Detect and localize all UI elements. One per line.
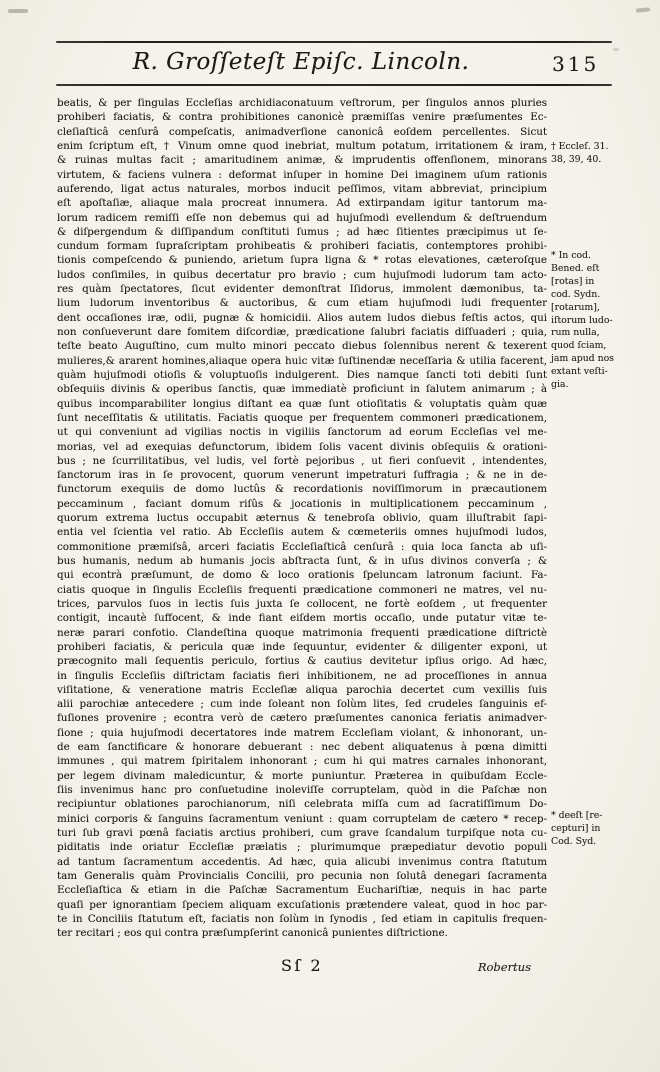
body-text-line: in ſingulis Eccleſiis diſtrictam faciatis fieri inhibitionem, ne ad proceſſiones in annua bbox=[57, 669, 547, 682]
body-text-line: ter recitari ; eos qui contra præſumpſerint canonicâ punientes diſtrictione. bbox=[57, 927, 448, 940]
body-text-line: ciatis quoque in ſingulis Eccleſiis frequenti prædicatione commoneri ne matres, vel nu- bbox=[57, 583, 547, 596]
margin-note-line: jam apud nos bbox=[551, 353, 614, 365]
body-text-line: fuſiones provenire ; econtra verò de cætero præſumentes canonica feriatis animadver- bbox=[57, 712, 547, 725]
body-text-line: lium ludorum inventoribus & auctoribus, & cum etiam hujuſmodi ludi frequenter bbox=[57, 297, 547, 310]
body-text-line: enim ſcriptum eſt, † Vinum omne quod inebriat, multum potatum, irritationem & iram, bbox=[57, 139, 547, 152]
margin-note-line: Cod. Syd. bbox=[551, 835, 597, 847]
body-text-line: quorum extrema luctus occupabit æternus & tenebroſa oblivio, quam illuſtrabit ſapi- bbox=[57, 512, 547, 525]
scan-artifact bbox=[636, 7, 650, 12]
margin-note-line: [rotarum], bbox=[551, 301, 600, 313]
body-text-line: prohiberi faciatis, & contra prohibitiones canonicè præmiſſas venire præſumentes Ec- bbox=[57, 111, 547, 124]
body-text-line: præcognito mali ſequentis periculo, fortius & cautius devitetur ipſius origo. Ad hæc, bbox=[57, 655, 547, 668]
body-text-line: quaſi per ignorantiam ſpeciem aliquam excuſationis prætendere valeat, quod in hoc par- bbox=[57, 898, 547, 911]
body-text-line: functorum exequiis de domo luctûs & recordationis noviſſimorum in præcautionem bbox=[57, 483, 547, 496]
body-text-line: mulieres,& ararent homines,aliaque opera huic vitæ ſuſtinendæ neceſſaria & utilia facerent, bbox=[57, 354, 547, 367]
body-text-line: ſunt neceſſitatis & utilitatis. Faciatis quoque per frequentem commoneri prædicationem, bbox=[57, 411, 547, 424]
body-text-line: ludos conſimiles, in quibus decertatur pro bravio ; cum hujuſmodi ludorum tam acto- bbox=[57, 268, 547, 281]
body-text-line: te in Conciliis ſtatutum eſt, faciatis non ſolùm in ſynodis , ſed etiam in capitulis frequen- bbox=[57, 912, 547, 925]
margin-note-line: [rotas] in bbox=[551, 275, 595, 287]
body-text-line: & ruinas multas facit ; amaritudinem animæ, & imprudentis offenſionem, minorans bbox=[57, 154, 547, 167]
catchword: Robertus bbox=[477, 960, 531, 974]
body-text-line: dent occaſiones iræ, odii, pugnæ & homicidii. Alios autem ludos diebus feſtis actos, qui bbox=[57, 311, 547, 324]
body-text-line: cleſiaſticâ cenſurâ compeſcatis, animadverſione canonicâ eoſdem percellentes. Sicut bbox=[57, 125, 547, 138]
margin-note-line: cod. Sydn. bbox=[551, 288, 601, 300]
margin-note-line: quod ſciam, bbox=[551, 340, 607, 352]
page-footer bbox=[57, 956, 547, 978]
body-text-line: teſte beato Auguſtino, cum multo minori peccato diebus ſolennibus nerent & texerent bbox=[57, 340, 547, 353]
body-text-line: alii parochiæ antecedere ; cum inde ſoleant non ſolùm lites, ſed crudeles ſanguinis ef- bbox=[57, 698, 547, 711]
body-text-line: neræ parari confotio. Clandeſtina quoque matrimonia frequenti prædicatione diſtrictè bbox=[57, 626, 547, 639]
margin-note-line: 38, 39, 40. bbox=[551, 153, 602, 165]
body-text-line: recipiuntur oblationes parochianorum, niſi celebrata miſſa cum ad ſacratiſſimum Do- bbox=[57, 798, 547, 811]
margin-note-line: gia. bbox=[551, 379, 569, 391]
body-text-line: cundum formam ſupraſcriptam prohibeatis & prohiberi faciatis, contemptores prohibi- bbox=[57, 240, 547, 253]
body-text-line: non conſueverunt dare fomitem diſcordiæ, prædicatione ſalubri faciatis diſſuaderi ; quia, bbox=[57, 326, 547, 338]
body-text-line: eſt apoſtaſiæ, aliaque mala procreat innumera. Ad extirpandam igitur tantorum ma- bbox=[57, 197, 547, 210]
body-text-line: ad tantum ſacramentum accedentis. Ad hæc, quia alicubi invenimus contra ſtatutum bbox=[57, 855, 547, 868]
body-text-line: tam Generalis quàm Provincialis Concilii, pro pecunia non ſolutâ denegari ſacramenta bbox=[57, 869, 547, 882]
body-text-line: peccaminum , faciant domum riſûs & jocationis in multiplicationem peccaminum , bbox=[57, 497, 547, 510]
body-text-line: res quàm ſpectatores, ſicut evidenter demonſtrat Iſidorus, immolent dæmonibus, ta- bbox=[57, 283, 547, 296]
margin-note-scripture-ref bbox=[551, 141, 657, 167]
body-text-line: auferendo, ligat actus naturales, morbos inducit peſſimos, vitam abbreviat, principium bbox=[57, 182, 547, 195]
header-rule-top bbox=[56, 41, 612, 43]
body-text-line: entia vel ſcientia vel ratio. Ab Eccleſiis autem & cœmeteriis omnes hujuſmodi ludos, bbox=[57, 526, 547, 539]
margin-note-line: Bened. eſt bbox=[551, 262, 600, 274]
body-text-line: morias, vel ad exequias defunctorum, ibidem ſolis vacent divinis obſequiis & orationi- bbox=[57, 440, 547, 453]
body-text-line: qui econtrà præſumunt, de domo & loco orationis ſpeluncam latronum faciunt. Fa- bbox=[57, 569, 547, 582]
header-rule-bottom bbox=[56, 84, 612, 86]
body-text-line: virtutem, & faciens vulnera : deformat inſuper in homine Dei imaginem uſum rationis bbox=[57, 168, 547, 181]
body-text-line: minici corporis & ſanguins ſacramentum veniunt : quam corruptelam de cætero * recep- bbox=[57, 812, 547, 825]
signature-mark: Sſ 2 bbox=[280, 956, 324, 975]
body-text bbox=[57, 96, 547, 940]
scan-artifact bbox=[613, 48, 619, 51]
body-text-line: ut qui conveniunt ad vigilias noctis in vigiliis ſanctorum ad eorum Eccleſias vel me- bbox=[57, 426, 547, 439]
body-text-line: turi ſub gravi pœnâ faciatis arctius prohiberi, cum grave ſcandalum turpiſque nota cu- bbox=[57, 826, 547, 839]
body-text-line: obſequiis divinis & operibus ſanctis, quæ immediatè proficiunt in ſalutem animarum ; à bbox=[57, 383, 547, 396]
margin-note-codex-variant bbox=[551, 250, 657, 392]
running-head-title: R. Groſſeteſt Epiſc. Lincoln. bbox=[132, 49, 470, 75]
margin-note-line: extant veſti- bbox=[551, 366, 608, 378]
margin-note-line: cepturi] in bbox=[551, 822, 601, 834]
body-text-line: & diſpergendum & diſſipandum conſtituti ſumus ; ad hæc ſitientes præcipimus ut ſe- bbox=[57, 225, 547, 238]
body-text-line: per legem divinam maledicuntur, & morte puniuntur. Præterea in quibuſdam Eccle- bbox=[57, 769, 547, 782]
body-text-line: beatis, & per ſingulas Eccleſias archidiaconatuum veſtrorum, per ſingulos annos pluries bbox=[57, 97, 547, 109]
margin-note-line: rum nulla, bbox=[551, 327, 600, 339]
body-text-line: de eam ſanctificare & honorare debuerant : nec debent aliquatenus à pœna dimitti bbox=[57, 741, 547, 754]
body-text-line: lorum radicem remiſſi eſſe non debemus qui ad hujuſmodi evellendum & deſtruendum bbox=[57, 211, 547, 224]
page-number: 315 bbox=[552, 52, 600, 76]
body-text-line: piditatis inde oriatur Eccleſiæ prælatis ; plurimumque præpediatur devotio populi bbox=[57, 841, 547, 854]
margin-note-line: iſtorum ludo- bbox=[551, 314, 613, 326]
body-text-line: viſitatione, & veneratione matris Eccleſiæ aliqua parochia decertet cum vexillis ſuis bbox=[57, 683, 547, 696]
body-text-line: quàm hujuſmodi otioſis & voluptuoſis indulgerent. Dies namque ſancti toti debiti ſunt bbox=[57, 368, 547, 381]
body-text-line: bus humanis, nedum ab humanis jocis abſtracta ſunt, & in uſus divinos converſa ; & bbox=[57, 555, 547, 567]
body-text-line: bus ; ne ſcurrilitatibus, vel ludis, vel fortè pejoribus , ut fieri conſuevit , intendentes, bbox=[57, 454, 547, 467]
body-text-line: trices, parvulos ſuos in lectis ſuis juxta ſe collocent, ne fortè eoſdem , ut frequenter bbox=[57, 597, 547, 610]
body-text-line: Eccleſiaſtica & etiam in die Paſchæ Sacramentum Euchariſtiæ, nequis in hac parte bbox=[57, 884, 547, 897]
scan-artifact bbox=[8, 9, 28, 13]
body-text-line: ſiis invenimus hanc pro conſuetudine inoleviſſe corruptelam, quòd in die Paſchæ non bbox=[57, 784, 547, 796]
body-text-line: immunes , qui matrem ſpiritalem inhonorant ; cum hi qui matres carnales inhonorant, bbox=[57, 755, 547, 768]
margin-note-line: † Eccleſ. 31. bbox=[551, 141, 609, 152]
body-text-line: tionis compeſcendo & puniendo, arietum ſupra ligna & * rotas elevationes, cæteroſque bbox=[57, 254, 547, 267]
margin-note-codex-omission bbox=[551, 810, 657, 849]
body-text-line: quibus incomparabiliter longius diſtant ea quæ ſunt otioſitatis & voluptatis quàm quæ bbox=[57, 397, 547, 410]
body-text-line: contigit, incautè ſuffocent, & inde fiant eiſdem mortis occaſio, unde putatur vitæ te- bbox=[57, 612, 547, 625]
body-text-line: ſione ; quia hujuſmodi decertatores inde matrem Eccleſiam violant, & inhonorant, un- bbox=[57, 726, 547, 739]
margin-note-line: * In cod. bbox=[551, 250, 591, 261]
body-text-line: prohiberi faciatis, & pericula quæ inde ſequuntur, evidenter & diligenter exponi, ut bbox=[57, 640, 547, 653]
body-text-line: commonitione præmiſsâ, arceri faciatis Eccleſiaſticâ cenſurâ : quia loca ſancta ab uſi- bbox=[57, 540, 547, 553]
margin-note-line: * deeſt [re- bbox=[551, 810, 603, 821]
body-text-line: ſanctorum iras in ſe provocent, quorum venerunt impetraturi ſuffragia ; & ne in de- bbox=[57, 469, 547, 482]
